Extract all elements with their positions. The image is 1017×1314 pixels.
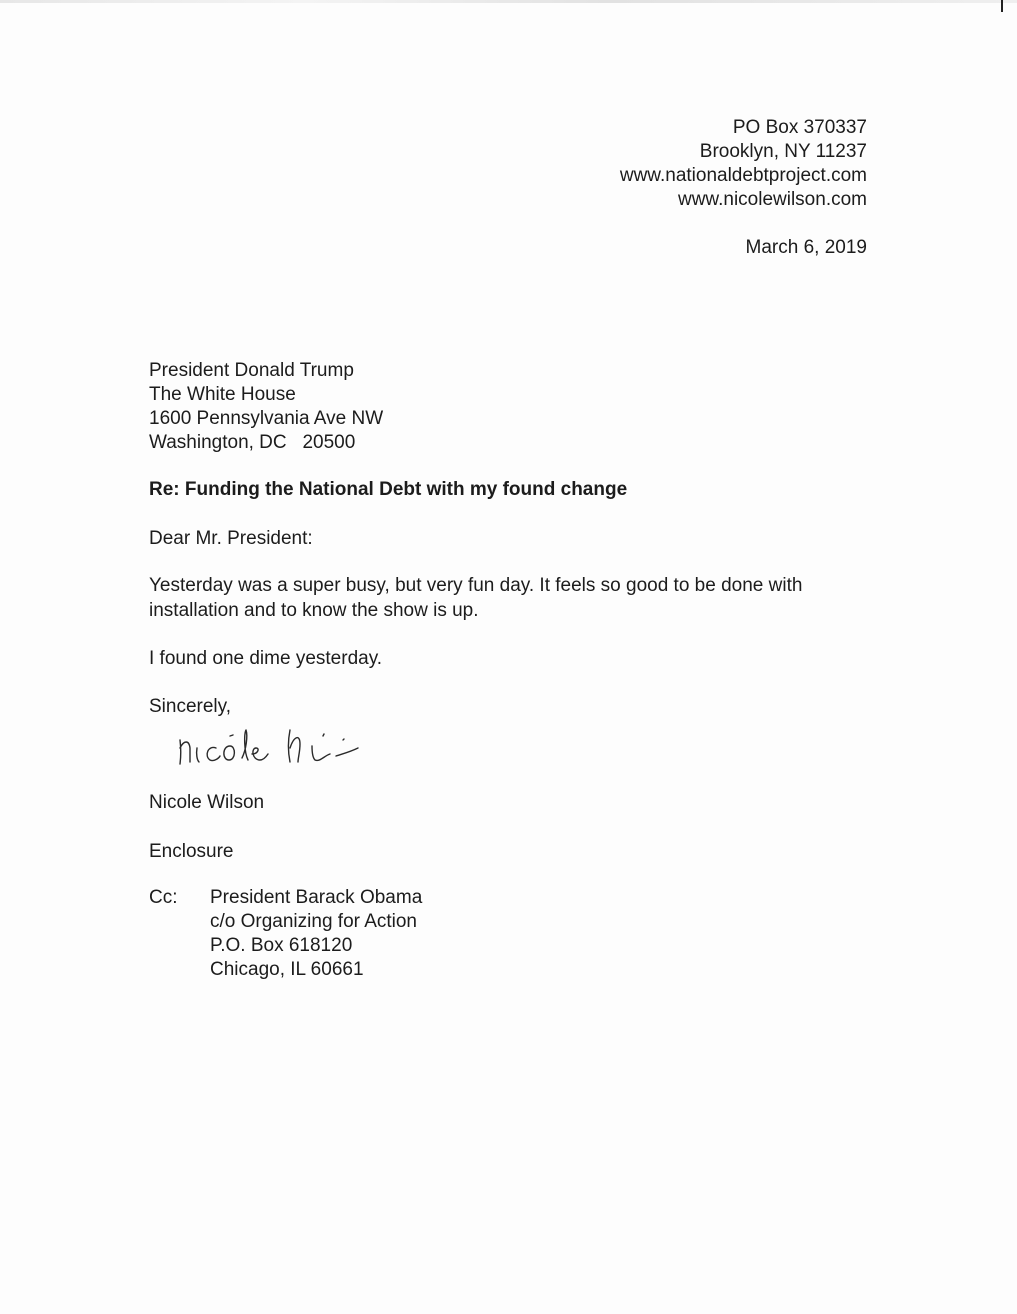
- recipient-address: [149, 359, 383, 455]
- enclosure-note: Enclosure: [149, 841, 234, 862]
- handwritten-signature: [172, 718, 402, 774]
- recipient-building: The White House: [149, 384, 296, 405]
- recipient-street: 1600 Pennsylvania Ave NW: [149, 408, 384, 429]
- scan-edge: [0, 0, 1017, 3]
- sender-city: Brooklyn, NY 11237: [699, 141, 867, 162]
- cc-city: Chicago, IL 60661: [210, 959, 364, 980]
- signer-name: Nicole Wilson: [149, 792, 265, 813]
- cc-address: [210, 886, 422, 982]
- recipient-city: Washington, DC 20500: [149, 432, 356, 453]
- cc-po-box: P.O. Box 618120: [210, 935, 353, 956]
- cc-label: Cc:: [149, 887, 178, 908]
- cc-organization: c/o Organizing for Action: [210, 911, 417, 932]
- body-paragraph: Yesterday was a super busy, but very fun day. It feels so good to be done with installation and to know the show is up.: [149, 575, 803, 621]
- sender-website-personal: www.nicolewilson.com: [677, 189, 867, 210]
- recipient-name: President Donald Trump: [149, 360, 354, 381]
- sender-website-project: www.nationaldebtproject.com: [619, 165, 867, 186]
- cc-name: President Barack Obama: [210, 887, 423, 908]
- closing: Sincerely,: [149, 696, 232, 717]
- sender-po-box: PO Box 370337: [732, 117, 867, 138]
- salutation: Dear Mr. President:: [149, 528, 313, 549]
- letter-date: March 6, 2019: [745, 237, 867, 258]
- sender-address: [620, 116, 867, 212]
- body-paragraph: I found one dime yesterday.: [149, 648, 383, 669]
- scan-mark: [1001, 0, 1003, 12]
- subject-line: Re: Funding the National Debt with my found change: [149, 479, 628, 500]
